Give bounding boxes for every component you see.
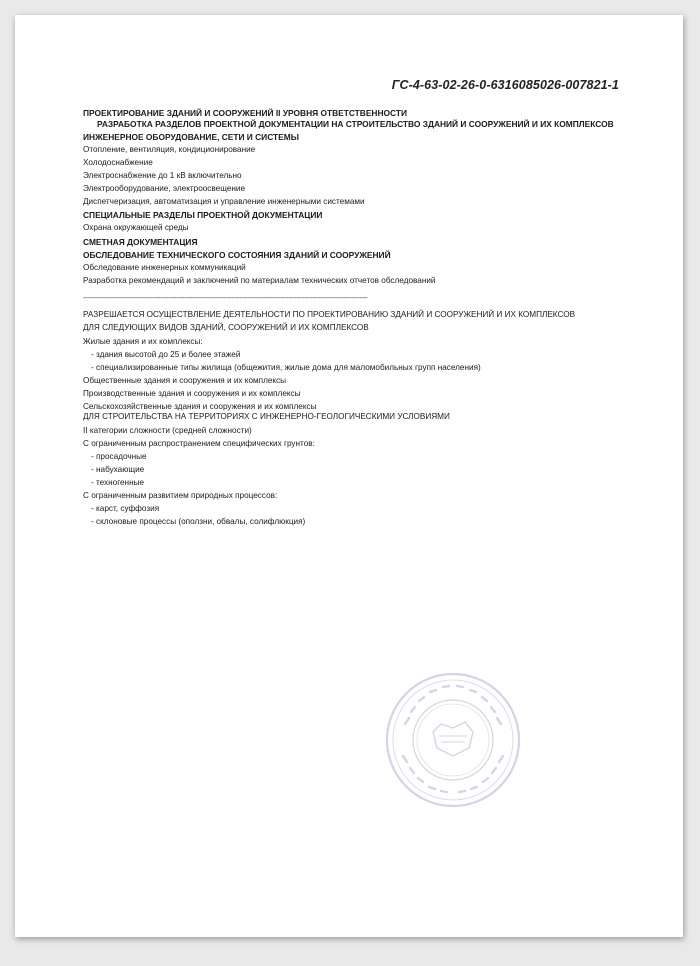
list-item: С ограниченным распространением специфических грунтов: <box>83 438 315 448</box>
list-subitem: - склоновые процессы (оползни, обвалы, солифлюкция) <box>91 517 306 527</box>
list-subitem: - карст, суффозия <box>91 504 160 514</box>
document-page <box>15 15 683 937</box>
heading-estimate-docs: СМЕТНАЯ ДОКУМЕНТАЦИЯ <box>83 236 198 247</box>
list-item: Отопление, вентиляция, кондиционирование <box>83 144 256 154</box>
list-item: С ограниченным развитием природных процессов: <box>83 491 278 501</box>
list-subitem: - техногенные <box>91 477 145 487</box>
heading-engineering-equipment: ИНЖЕНЕРНОЕ ОБОРУДОВАНИЕ, СЕТИ И СИСТЕМЫ <box>83 131 299 142</box>
list-item: Жилые здания и их комплексы: <box>83 336 203 346</box>
heading-design-level: ПРОЕКТИРОВАНИЕ ЗДАНИЙ И СООРУЖЕНИЙ II УРОВНЯ ОТВЕТСТВЕННОСТИ <box>83 108 408 118</box>
list-item: Общественные здания и сооружения и их комплексы <box>83 375 287 385</box>
list-subitem: - здания высотой до 25 и более этажей <box>91 349 241 359</box>
heading-design-sections: РАЗРАБОТКА РАЗДЕЛОВ ПРОЕКТНОЙ ДОКУМЕНТАЦИИ НА СТРОИТЕЛЬСТВО ЗДАНИЙ И СООРУЖЕНИЙ И ИХ КОМПЛЕКСОВ <box>97 118 614 129</box>
list-item: Холодоснабжение <box>83 157 153 167</box>
list-item: Электрооборудование, электроосвещение <box>83 183 246 193</box>
heading-building-types: ДЛЯ СЛЕДУЮЩИХ ВИДОВ ЗДАНИЙ, СООРУЖЕНИЙ И ИХ КОМПЛЕКСОВ <box>83 322 369 332</box>
document-number: ГС-4-63-02-26-0-6316085026-007821-1 <box>391 78 619 92</box>
permission-statement: РАЗРЕШАЕТСЯ ОСУЩЕСТВЛЕНИЕ ДЕЯТЕЛЬНОСТИ ПО ПРОЕКТИРОВАНИЮ ЗДАНИЙ И СООРУЖЕНИЙ И ИХ КОМПЛЕКСОВ <box>83 309 576 319</box>
list-item: Электроснабжение до 1 кВ включительно <box>83 170 242 180</box>
document-body <box>83 108 643 528</box>
list-item: Разработка рекомендаций и заключений по материалам технических отчетов обследований <box>83 276 436 286</box>
heading-special-sections: СПЕЦИАЛЬНЫЕ РАЗДЕЛЫ ПРОЕКТНОЙ ДОКУМЕНТАЦИИ <box>83 210 323 221</box>
list-item: Производственные здания и сооружения и их комплексы <box>83 388 301 398</box>
list-subitem: - специализированные типы жилища (общежития, жилые дома для маломобильных групп населения) <box>91 362 481 372</box>
heading-geological-conditions: ДЛЯ СТРОИТЕЛЬСТВА НА ТЕРРИТОРИЯХ С ИНЖЕНЕРНО-ГЕОЛОГИЧЕСКИМИ УСЛОВИЯМИ <box>83 412 450 422</box>
divider-line: -------------------------------------------------------------------------------------------------------------------------------------------- <box>83 294 368 302</box>
list-item: II категории сложности (средней сложности) <box>83 425 252 435</box>
heading-technical-inspection: ОБСЛЕДОВАНИЕ ТЕХНИЧЕСКОГО СОСТОЯНИЯ ЗДАНИЙ И СООРУЖЕНИЙ <box>83 250 391 261</box>
list-subitem: - набухающие <box>91 464 145 474</box>
list-item: Охрана окружающей среды <box>83 223 189 233</box>
list-subitem: - просадочные <box>91 451 147 461</box>
list-item: Обследование инженерных коммуникаций <box>83 263 246 273</box>
list-item: Сельскохозяйственные здания и сооружения и их комплексы <box>83 401 317 411</box>
official-stamp-icon <box>383 670 523 810</box>
list-item: Диспетчеризация, автоматизация и управление инженерными системами <box>83 197 365 207</box>
